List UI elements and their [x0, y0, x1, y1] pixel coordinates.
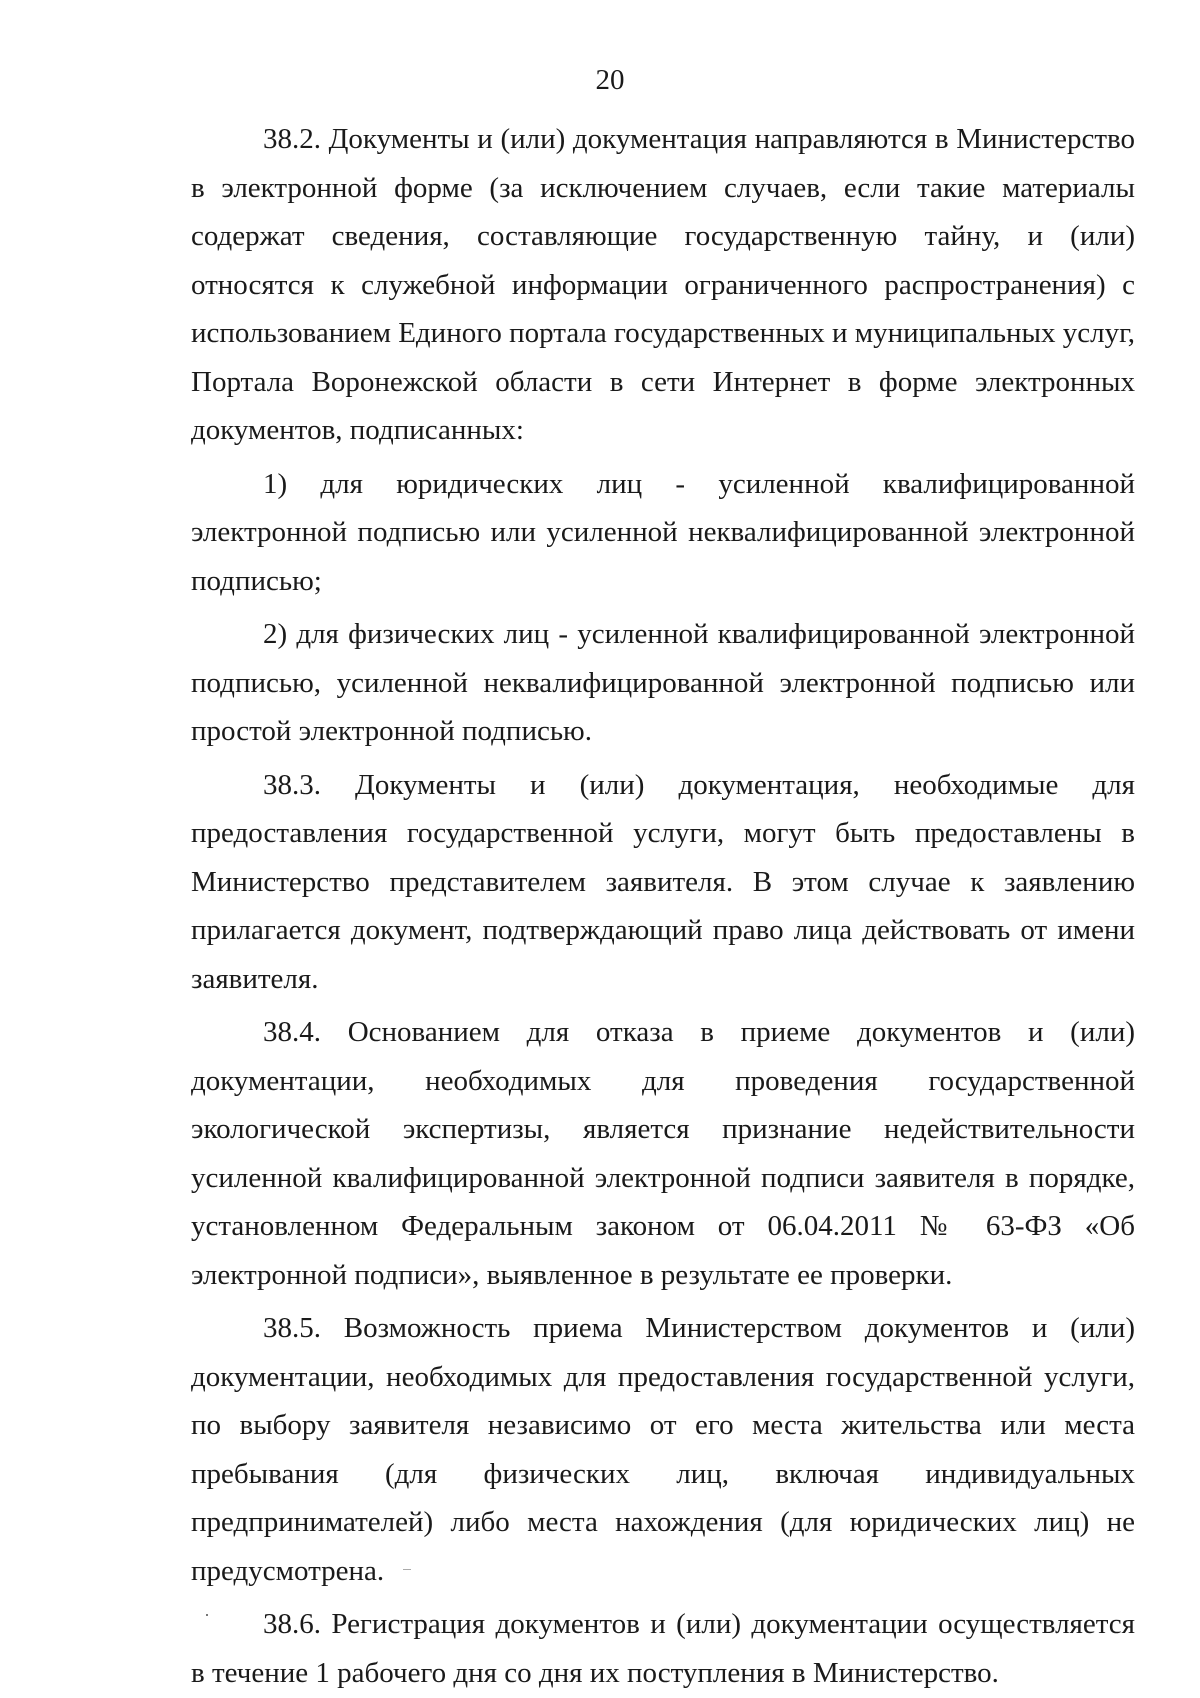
paragraph-38-2: 38.2. Документы и (или) документация направляются в Министерство в электронной форме (за исключением случаев, если такие материалы содержат сведения, составляющие государственную тайну, и (или) относятся к служебной информации ограниченного распространения) с использованием Единого портала государственных и муниципальных услуг, Портала Воронежской области в сети Интернет в форме электронных документов, подписанных:	[191, 123, 1135, 446]
scan-speck	[403, 1569, 411, 1570]
scan-speck	[206, 1614, 208, 1616]
page-number: 20	[595, 64, 625, 96]
paragraph-38-5: 38.5. Возможность приема Министерством документов и (или) документации, необходимых для предоставления государственной услуги, по выбору заявителя независимо от его места жительства или места пребывания (для физических лиц, включая индивидуальных предпринимателей) либо места нахождения (для юридических лиц) не предусмотрена.	[191, 1312, 1135, 1587]
paragraph-item-1: 1) для юридических лиц - усиленной квалифицированной электронной подписью или усиленной неквалифицированной электронной подписью;	[191, 467, 1135, 597]
paragraph-38-3: 38.3. Документы и (или) документация, необходимые для предоставления государственной услуги, могут быть предоставлены в Министерство представителем заявителя. В этом случае к заявлению прилагается документ, подтверждающий право лица действовать от имени заявителя.	[191, 768, 1135, 995]
document-body	[191, 115, 1135, 1697]
paragraph-38-4: 38.4. Основанием для отказа в приеме документов и (или) документации, необходимых для проведения государственной экологической экспертизы, является признание недействительности усиленной квалифицированной электронной подписи заявителя в порядке, установленном Федеральным законом от 06.04.2011 № 63-ФЗ «Об электронной подписи», выявленное в результате ее проверки.	[191, 1016, 1135, 1291]
paragraph-item-2: 2) для физических лиц - усиленной квалифицированной электронной подписью, усиленной неквалифицированной электронной подписью или простой электронной подписью.	[191, 618, 1135, 747]
paragraph-38-6: 38.6. Регистрация документов и (или) документации осуществляется в течение 1 рабочего дня со дня их поступления в Министерство.	[191, 1608, 1135, 1689]
